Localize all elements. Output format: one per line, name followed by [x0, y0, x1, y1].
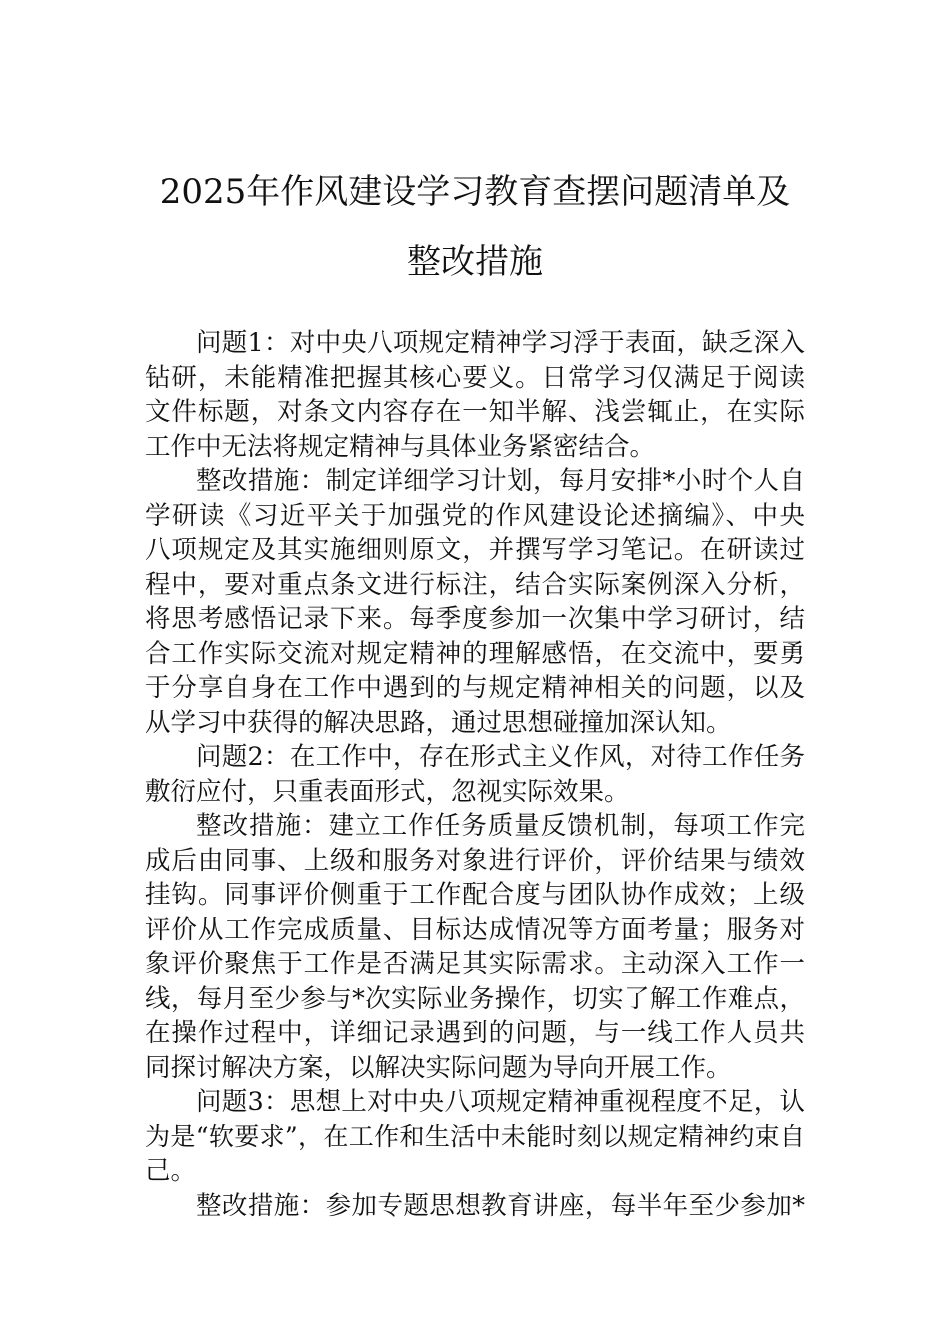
- paragraph-measure-3: [145, 1189, 805, 1224]
- text-line: 从学习中获得的解决思路，通过思想碰撞加深认知。: [145, 707, 732, 738]
- document-title-line-2: 整改措施: [407, 242, 543, 282]
- paragraph-measure-2: [145, 809, 805, 1085]
- text-line: 线，每月至少参与*次实际业务操作，切实了解工作难点，: [145, 983, 805, 1014]
- text-line: 文件标题，对条文内容存在一知半解、浅尝辄止，在实际: [145, 397, 805, 427]
- text-line: 程中，要对重点条文进行标注，结合实际案例深入分析，: [145, 569, 805, 600]
- document-title-line-1: 2025年作风建设学习教育查摆问题清单及: [159, 172, 791, 212]
- text-line: 工作中无法将规定精神与具体业务紧密结合。: [145, 431, 656, 462]
- text-line: 合工作实际交流对规定精神的理解感悟，在交流中，要勇: [145, 638, 805, 669]
- text-line: 成后由同事、上级和服务对象进行评价，评价结果与绩效: [145, 845, 805, 876]
- text-line: 象评价聚焦于工作是否满足其实际需求。主动深入工作一: [145, 949, 805, 979]
- paragraph-problem-1: [145, 326, 805, 464]
- text-line: 问题2：在工作中，存在形式主义作风，对待工作任务: [196, 742, 805, 772]
- text-line: 将思考感悟记录下来。每季度参加一次集中学习研讨，结: [145, 604, 805, 634]
- text-line: 同探讨解决方案，以解决实际问题为导向开展工作。: [145, 1052, 732, 1083]
- text-line: 敷衍应付，只重表面形式，忽视实际效果。: [145, 776, 630, 807]
- text-line: 整改措施：参加专题思想教育讲座，每半年至少参加*: [196, 1190, 805, 1221]
- text-line: 八项规定及其实施细则原文，并撰写学习笔记。在研读过: [145, 535, 805, 565]
- text-line: 为是“软要求”，在工作和生活中未能时刻以规定精神约束自: [145, 1121, 805, 1151]
- text-line: 评价从工作完成质量、目标达成情况等方面考量；服务对: [145, 914, 805, 945]
- text-line: 问题3：思想上对中央八项规定精神重视程度不足，认: [196, 1087, 805, 1117]
- text-line: 问题1：对中央八项规定精神学习浮于表面，缺乏深入: [196, 328, 805, 358]
- text-line: 挂钩。同事评价侧重于工作配合度与团队协作成效；上级: [145, 880, 805, 910]
- text-line: 学研读《习近平关于加强党的作风建设论述摘编》、中央: [145, 500, 805, 531]
- text-line: 于分享自身在工作中遇到的与规定精神相关的问题，以及: [145, 673, 805, 703]
- text-line: 整改措施：制定详细学习计划，每月安排*小时个人自: [196, 466, 805, 496]
- paragraph-measure-1: [145, 464, 805, 740]
- paragraph-problem-3: [145, 1085, 805, 1189]
- text-line: 整改措施：建立工作任务质量反馈机制，每项工作完: [196, 811, 805, 841]
- text-line: 己。: [145, 1156, 197, 1186]
- document-body: [145, 326, 805, 1223]
- text-line: 钻研，未能精准把握其核心要义。日常学习仅满足于阅读: [145, 362, 805, 393]
- paragraph-problem-2: [145, 740, 805, 809]
- text-line: 在操作过程中，详细记录遇到的问题，与一线工作人员共: [145, 1018, 805, 1048]
